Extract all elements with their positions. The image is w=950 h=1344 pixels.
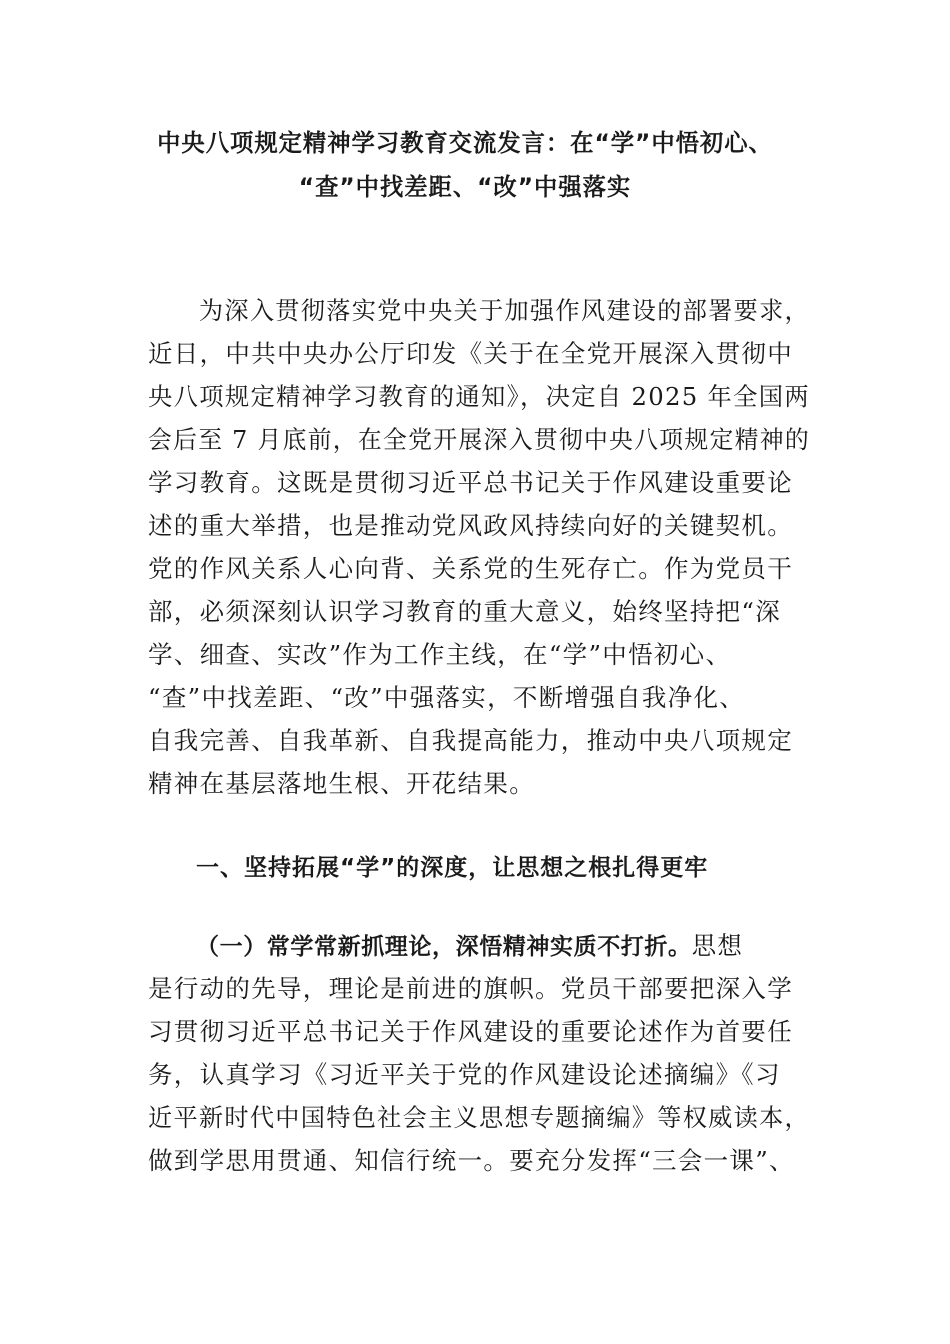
subsection-heading: （一）常学常新抓理论，深悟精神实质不打折。 (196, 934, 692, 960)
paragraph-line: 会后至 7 月底前，在全党开展深入贯彻中央八项规定精神的 (148, 425, 810, 454)
paragraph-line: 学习教育。这既是贯彻习近平总书记关于作风建设重要论 (148, 468, 793, 497)
subsection-first-line (196, 931, 743, 962)
paragraph-line: 为深入贯彻落实党中央关于加强作风建设的部署要求， (148, 296, 811, 325)
paragraph-line: 是行动的先导，理论是前进的旗帜。党员干部要把深入学 (148, 974, 793, 1003)
paragraph-line: 精神在基层落地生根、开花结果。 (148, 769, 535, 798)
document-title-line-2: “查”中找差距、“改”中强落实 (298, 173, 632, 201)
paragraph-line: 部，必须深刻认识学习教育的重大意义，始终坚持把“深 (148, 597, 782, 626)
paragraph-line: 自我完善、自我革新、自我提高能力，推动中央八项规定 (148, 726, 793, 755)
section-heading: 一、坚持拓展“学”的深度，让思想之根扎得更牢 (196, 855, 709, 881)
paragraph-line: 央八项规定精神学习教育的通知》，决定自 2025 年全国两 (148, 382, 811, 411)
paragraph-line: 做到学思用贯通、知信行统一。要充分发挥“三会一课”、 (148, 1146, 795, 1175)
paragraph-line: 习贯彻习近平总书记关于作风建设的重要论述作为首要任 (148, 1017, 793, 1046)
paragraph-line: 务，认真学习《习近平关于党的作风建设论述摘编》《习 (148, 1060, 781, 1089)
subsection-text: 思想 (691, 931, 744, 960)
document-title-line-1: 中央八项规定精神学习教育交流发言：在“学”中悟初心、 (157, 129, 773, 157)
paragraph-line: 党的作风关系人心向背、关系党的生死存亡。作为党员干 (148, 554, 793, 583)
paragraph-line: 学、细查、实改”作为工作主线，在“学”中悟初心、 (148, 640, 732, 669)
paragraph-line: 近日，中共中央办公厅印发《关于在全党开展深入贯彻中 (148, 339, 793, 368)
paragraph-line: 述的重大举措，也是推动党风政风持续向好的关键契机。 (148, 511, 793, 540)
paragraph-line: 近平新时代中国特色社会主义思想专题摘编》等权威读本， (148, 1103, 811, 1132)
paragraph-line: “查”中找差距、“改”中强落实，不断增强自我净化、 (148, 683, 746, 712)
